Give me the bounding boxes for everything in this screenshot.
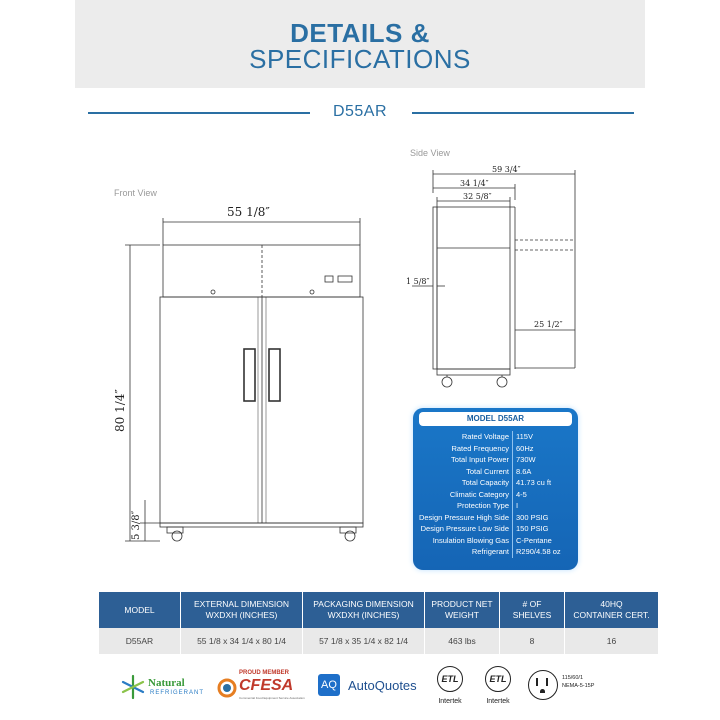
cfesa-swirl-icon — [217, 678, 237, 698]
spec-card-key: Design Pressure High Side — [418, 512, 509, 522]
natural-logo-subtext: REFRIGERANT — [150, 690, 205, 696]
etl-us-logo — [435, 666, 465, 708]
table-header-line1: EXTERNAL DIMENSION — [193, 599, 290, 609]
side-door-thickness-dim: 1 5/8″ — [406, 277, 430, 286]
table-header-line2: SHELVES — [512, 610, 552, 620]
etl-sanitation-subtext: Intertek — [486, 698, 510, 705]
spec-card-row — [413, 535, 561, 547]
spec-card-value: 8.6A — [513, 466, 561, 478]
table-header-line1: PACKAGING DIMENSION — [313, 599, 414, 609]
side-depth-a-dim: 34 1/4″ — [460, 179, 489, 188]
spec-card-row — [413, 454, 561, 466]
front-height-dim: 80 1/4″ — [113, 389, 127, 432]
table-header-line1: 40HQ — [600, 599, 623, 609]
etl-sanitation-mark: ETL — [485, 666, 511, 692]
table-header-cell — [181, 592, 303, 628]
spec-card-row — [413, 500, 561, 512]
autoquotes-name: AutoQuotes — [348, 678, 417, 693]
table-header-line1: PRODUCT NET — [431, 599, 493, 609]
table-header-line1: # OF — [522, 599, 542, 609]
cfesa-top-text: PROUD MEMBER — [239, 670, 290, 676]
table-cell: 57 1/8 x 35 1/4 x 82 1/4 — [303, 628, 425, 654]
cfesa-name: CFESA — [239, 677, 294, 694]
spec-card-value: 41.73 cu ft — [513, 477, 561, 489]
table-header-line2: WXDXH (INCHES) — [205, 610, 278, 620]
spec-card-key: Rated Voltage — [461, 432, 509, 442]
side-view-drawing — [412, 170, 575, 387]
side-depth-b-dim: 32 5/8″ — [463, 192, 492, 201]
spec-card-key: Refrigerant — [471, 547, 509, 557]
table-header-line2: CONTAINER CERT. — [573, 610, 650, 620]
cfesa-logo — [217, 670, 309, 704]
spec-card-key: Total Capacity — [461, 478, 509, 488]
front-leg-dim: 5 3/8″ — [131, 510, 142, 540]
natural-logo-text: Natural — [148, 677, 185, 689]
spec-card-key: Total Current — [466, 466, 509, 476]
spec-card-row — [413, 431, 561, 443]
side-door-swing-dim: 25 1/2″ — [534, 320, 563, 329]
certification-logos — [0, 660, 720, 720]
header-title-line1: DETAILS & — [290, 18, 430, 48]
spec-card-value: 150 PSIG — [513, 523, 561, 535]
spec-card-value: 115V — [513, 431, 561, 443]
spec-card-key: Climatic Category — [449, 489, 509, 499]
spec-card — [413, 408, 578, 570]
autoquotes-mark: AQ — [318, 674, 340, 696]
etl-us-mark: ETL — [437, 666, 463, 692]
etl-sanitation-logo — [483, 666, 513, 708]
table-header-cell — [303, 592, 425, 628]
spec-card-row — [413, 443, 561, 455]
table-header-cell — [425, 592, 500, 628]
spec-card-value: 60Hz — [513, 443, 561, 455]
table-cell: D55AR — [99, 628, 181, 654]
spec-card-value: R290/4.58 oz — [513, 546, 561, 558]
table-cell: 8 — [500, 628, 565, 654]
specifications-table — [99, 592, 659, 654]
plug-spec-text — [562, 674, 594, 690]
model-title: D55AR — [332, 103, 388, 120]
table-header-cell — [500, 592, 565, 628]
table-header-cell — [99, 592, 181, 628]
plug-icon — [528, 670, 558, 700]
snowflake-icon — [120, 674, 146, 700]
spec-card-value: 4-5 — [513, 489, 561, 501]
table-cell: 16 — [565, 628, 659, 654]
front-view-label: Front View — [114, 188, 157, 198]
spec-card-title: MODEL D55AR — [419, 412, 572, 426]
front-width-dim: 55 1/8″ — [227, 205, 270, 219]
etl-us-subtext: Intertek — [438, 698, 462, 705]
cfesa-subtext: Commercial Food Equipment Service Association — [239, 696, 305, 700]
side-view-label: Side View — [410, 148, 450, 158]
spec-card-row — [413, 477, 561, 489]
spec-card-key: Design Pressure Low Side — [420, 524, 509, 534]
spec-card-row — [413, 466, 561, 478]
table-cell: 55 1/8 x 34 1/4 x 80 1/4 — [181, 628, 303, 654]
spec-card-value: C-Pentane — [513, 535, 561, 547]
spec-card-key: Rated Frequency — [451, 443, 509, 453]
spec-card-value: 300 PSIG — [513, 512, 561, 524]
table-header-line2: WEIGHT — [445, 610, 479, 620]
natural-refrigerant-logo — [120, 672, 212, 702]
table-header-line1: MODEL — [124, 604, 155, 615]
spec-card-row — [413, 546, 561, 558]
spec-card-key: Protection Type — [457, 501, 509, 511]
plug-spec-line1: 115/60/1 — [562, 675, 584, 681]
plug-spec-line2: NEMA-5-15P — [562, 683, 595, 689]
front-view-drawing — [125, 218, 363, 541]
spec-card-table — [413, 431, 561, 558]
spec-card-key: Insulation Blowing Gas — [432, 535, 509, 545]
table-header-cell — [565, 592, 659, 628]
spec-card-value: 730W — [513, 454, 561, 466]
spec-card-row — [413, 489, 561, 501]
spec-card-value: I — [513, 500, 561, 512]
spec-card-row — [413, 512, 561, 524]
table-cell: 463 lbs — [425, 628, 500, 654]
header-title-line2: SPECIFICATIONS — [249, 44, 471, 74]
spec-card-key: Total Input Power — [451, 455, 509, 465]
table-header-line2: WXDXH (INCHES) — [327, 610, 400, 620]
side-total-depth-dim: 59 3/4″ — [492, 165, 521, 174]
spec-card-row — [413, 523, 561, 535]
